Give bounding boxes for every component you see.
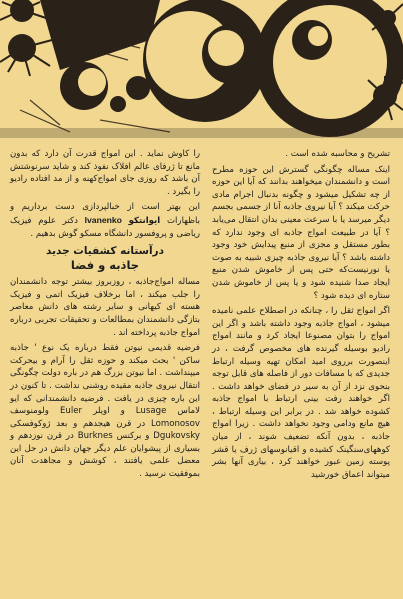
cosmic-banner-illustration <box>0 0 403 138</box>
text-fragment: دکتر علوم فیزیک ریاضی و پروفسور دانشگاه مسکو گوش بدهیم . <box>10 215 200 239</box>
cosmic-illustration-icon <box>0 0 403 138</box>
left-text-column <box>10 148 200 484</box>
paragraph: مساله امواج‌جاذبه ، روزبروز بیشتر توجه دانشمندان را جلب میکند ، اما برخلاف فیزیک اتمی و فیزیک هسته ای کیهانی و سایر رشته های دانش معاصر بتازگی دانشمندان بمطالعات و تحقیقات تجربی درباره امواج جاذبه پرداخته اند . <box>10 277 200 338</box>
heading-line: درآستانه کشفیات جدید <box>46 245 164 258</box>
heading-subline: جاذبه و فضا <box>70 258 140 273</box>
paragraph: اگر امواج ثقل را ، چنانکه در اصطلاح علمی نامیده میشود ، امواج جاذبه وجود داشته باشد و اگر این امواج را بتوان مصنوعا ایجاد کرد و مانند امواج رادیو بوسیله گیرنده های مخصوص گرفت ، در اینصورت برروی امید امکان تهیه وسیله ارتباط جدیدی که با مسافات دور از فاصله های قابل توجه بنحوی نزد از آن به سیر در فضای خواهد داشت . اگر خواهند رفت بینی ارتباط با امواج جاذبه کشوده خواهد شد . در برابر این وسیله ارتباط ، هیچ مانع ودامی وجود نخواهد داشت . زیرا امواج جاذبه ، بدون آنکه تضعیف شوند ، از میان کوههای‌سنگینک کشیده و اقیانوسهای ژرف یا قشر پوسته زمین عبور خواهند کرد ، بیاری آنها بشر میتواند اعماق خورشید <box>212 306 390 480</box>
text-fragment: این بهتر است از خبالپردازی دست برداریم و باظهارات <box>10 202 200 226</box>
name-latin: Ivanenko <box>84 214 122 225</box>
paragraph: تشریح و محاسبه شده است . <box>285 149 390 159</box>
paragraph: را کاوش نماید . این امواج قدرت آن دارد که بدون مانع تا ژرفای عالم افلاک نفوذ کند و شاید سرنوشتش آن باشد که روزی جای امواج‌کهنه و از مد افتاده رادیو را بگیرد . <box>10 149 200 197</box>
paragraph: فرضیه قدیمی نیوتن فقط درباره یک نوع ' جاذبه ساکن ' بحث میکند و حوزه ثقل را آرام و بیحرکت میپنداشت . اما نیوتن بزرگ هم در باره دولت چگونگی انتقال نیروی جاذبه مقیده روشنی نداشت . تا کنون در این باره چیزی در یافت . فرضیه دانشمندانی که ایو لاماس Lusage و اویلر Euler ولومنوسف Lomonosov در قرن هیجدهم و بعد ژوکوفسکی Dgukovsky و برکنس Burknes در قرن نوزدهم و بسیاری از پیشوایان علم دیگر جهان دانش در حل این معضل علمی یافتند ، کوشش و مجاهدت آنان بموفقیت نرسید . <box>10 343 200 480</box>
names-paragraph <box>10 201 200 240</box>
paragraph: اینک مساله چگونگی گسترش این حوزه مطرح است و دانشمندان میخواهند بدانند که آیا این حوزه از چه تشکیل میشود و چگونه بدنبال اجرام مادی حرکت میکند ؟ آیا نیروی جاذبه آنا از جسمی بجسم دیگر میرسد یا با سرعت معینی بدان انتقال می‌یابد ؟ آیا در طبیعت امواج جاذبه ای وجود ندارد که بطور مستقل و مجزی از منبع پیدایش خود وجود داشته باشد ؟ آیا نیروی جاذبه چیزی شبیه به صوت یا نورنیست‌که حتی پس از خاموش شدن منبع ایجاد صدا شنیده شود و یا پس از خاموش شدن ستاره ای دیده شود ؟ <box>212 164 390 301</box>
section-heading <box>10 244 200 272</box>
name-persian: ایوانتکو <box>128 215 161 226</box>
right-text-column <box>212 148 390 484</box>
